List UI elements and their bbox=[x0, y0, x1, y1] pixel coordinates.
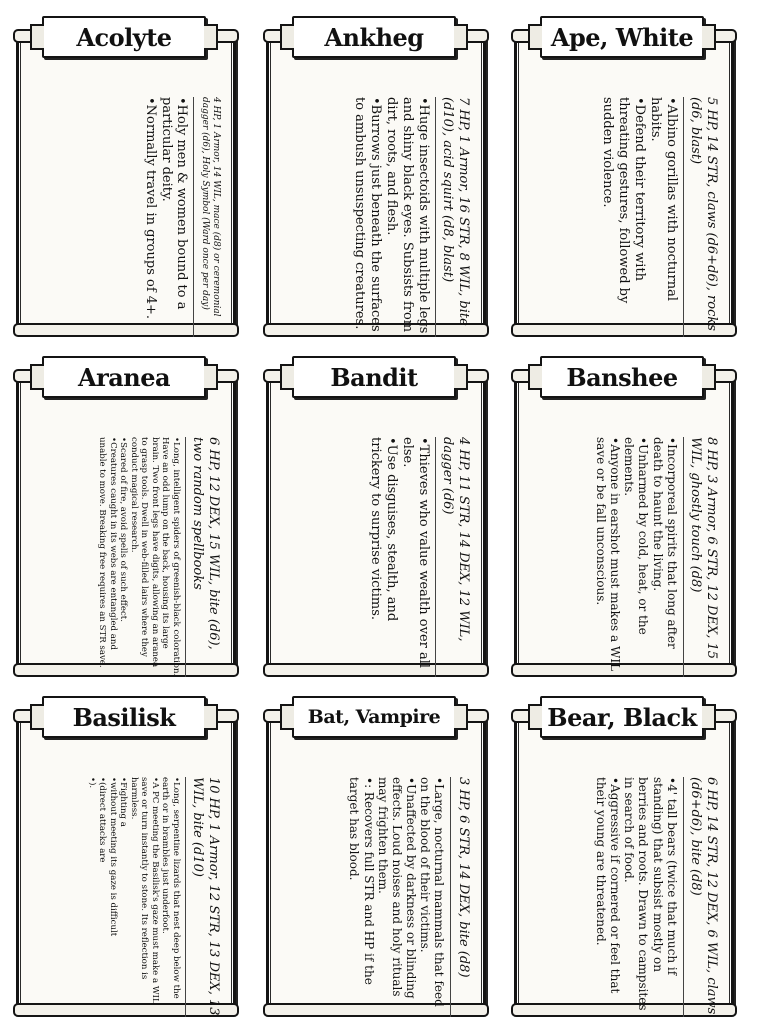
card-body-rotated bbox=[279, 767, 477, 1025]
card-title-banner bbox=[42, 16, 206, 58]
description-item: • Unharmed by cold, heat, or the elements. bbox=[622, 437, 650, 677]
card-paper bbox=[16, 34, 236, 332]
card-title: Bear, Black bbox=[547, 702, 697, 732]
description-list bbox=[594, 437, 679, 677]
monster-card bbox=[262, 690, 484, 1012]
card-paper bbox=[514, 34, 734, 332]
stat-line: 8 HP, 3 Armor, 6 STR, 12 DEX, 15 WIL, ghostly touch (d8) bbox=[683, 437, 719, 677]
stat-line: 5 HP, 14 STR, claws (d6+d6), rocks (d6, blast) bbox=[683, 97, 719, 337]
card-body-rotated bbox=[527, 87, 725, 345]
card-title: Banshee bbox=[566, 362, 678, 392]
stat-line: 6 HP, 12 DEX, 15 WIL, bite (d6), two random spellbooks bbox=[185, 437, 221, 677]
card-title-banner bbox=[540, 356, 704, 398]
description-item: • Large, nocturnal mammals that feed on the blood of their victims. bbox=[418, 777, 446, 1017]
card-body bbox=[279, 87, 477, 345]
stat-line: 6 HP, 14 STR, 12 DEX, 6 WIL, claws (d6+d6), bite (d8) bbox=[683, 777, 719, 1017]
card-title-banner bbox=[540, 696, 704, 738]
description-item: • ). bbox=[86, 777, 96, 1017]
monster-card bbox=[12, 690, 234, 1016]
description-item: • Defend their territory with threating gestures, followed by sudden violence. bbox=[600, 97, 648, 337]
description-item: • Burrows just beneath the surfaces to ambush unsuspecting creatures. bbox=[352, 97, 384, 337]
description-item: • Long, intelligent spiders of greenish-black coloration. Have an odd lump on the back, housing its large brain. Two front legs have digits, allowing an aranea to grasp tools. Dwell in web-filled lairs where they conduct magical research. bbox=[128, 437, 180, 677]
description-item: • 4' tall bears (twice that much if standing) that subsist mostly on berries and roots. Drawn to campsites in search of food. bbox=[622, 777, 679, 1017]
card-title-banner bbox=[42, 356, 206, 398]
stat-line: 4 HP, 1 Armor, 14 WIL, mace (d8) or ceremonial dagger (d6), Holy Symbol (Ward once per day) bbox=[194, 97, 222, 337]
description-item: • Albino gorillas with nocturnal habits. bbox=[647, 97, 679, 337]
card-body-rotated bbox=[29, 427, 227, 685]
card-body-rotated bbox=[279, 87, 477, 345]
description-item: • A PC meeting the Basilisk's gaze must make a WIL save or turn instantly to stone. Its reflection is harmless. bbox=[128, 777, 159, 1017]
monster-card bbox=[510, 10, 732, 332]
description-item: • Huge insectoids with multiple legs and shiny black eyes. Subsists from dirt, roots, and flesh. bbox=[383, 97, 431, 337]
description-list bbox=[594, 777, 679, 1017]
description-list bbox=[97, 437, 181, 677]
card-title-banner bbox=[42, 696, 206, 738]
card-body bbox=[29, 427, 227, 685]
description-item: • without meeting its gaze is difficult bbox=[107, 777, 117, 1017]
card-paper bbox=[266, 374, 486, 672]
card-title: Ape, White bbox=[550, 22, 694, 52]
description-item: • Use disguises, stealth, and trickery to surprise victims. bbox=[367, 437, 399, 677]
description-list bbox=[347, 777, 446, 1017]
description-item: • Aggressive if cornered or feel that their young are threatened. bbox=[594, 777, 622, 1017]
card-title-banner bbox=[292, 696, 456, 738]
description-item: • Thieves who value wealth over all else. bbox=[399, 437, 431, 677]
card-title-banner bbox=[292, 356, 456, 398]
description-list bbox=[86, 777, 180, 1017]
description-item: • Holy men & women bound to a particular deity. bbox=[158, 97, 190, 337]
description-item: • Unaffected by darkness or blinding effects. Loud noises and holy rituals may frighten them. bbox=[376, 777, 418, 1017]
card-paper bbox=[514, 374, 734, 672]
card-paper bbox=[514, 714, 734, 1015]
card-paper bbox=[266, 34, 486, 332]
card-title-banner bbox=[540, 16, 704, 58]
card-paper bbox=[16, 374, 236, 677]
description-item: • Normally travel in groups of 4+. bbox=[142, 97, 158, 337]
monster-card bbox=[262, 350, 484, 672]
card-body-rotated bbox=[527, 767, 725, 1025]
description-list bbox=[142, 97, 190, 337]
card-title: Ankheg bbox=[324, 22, 424, 52]
card-body-rotated bbox=[527, 427, 725, 685]
stat-line: 10 HP, 1 Armor, 12 STR, 13 DEX, 13 WIL, bite (d10) bbox=[185, 777, 221, 1017]
description-list bbox=[367, 437, 430, 677]
stat-line: 3 HP, 6 STR, 14 DEX, bite (d8) bbox=[450, 777, 471, 1017]
monster-card bbox=[510, 350, 732, 672]
monster-card bbox=[12, 10, 234, 332]
description-item: • Long, serpentine lizards that nest deep below the earth or in brambles just underfoot. bbox=[160, 777, 181, 1017]
card-body-rotated bbox=[29, 87, 227, 345]
card-title: Bandit bbox=[330, 362, 418, 392]
card-paper bbox=[266, 714, 486, 1012]
monster-card bbox=[262, 10, 484, 332]
description-list bbox=[352, 97, 431, 337]
monster-card bbox=[510, 690, 732, 1015]
stat-line: 7 HP, 1 Armor, 16 STR, 8 WIL, bite (d10), acid squirt (d8, blast) bbox=[435, 97, 471, 337]
card-body bbox=[527, 767, 725, 1025]
card-title: Aranea bbox=[77, 362, 171, 392]
card-body-rotated bbox=[29, 767, 227, 1025]
card-body bbox=[279, 767, 477, 1025]
description-item: • Incorporeal spirits that long after death to haunt the living. bbox=[651, 437, 679, 677]
description-item: • : Recovers full STR and HP if the target has blood. bbox=[347, 777, 375, 1017]
stat-line: 4 HP, 11 STR, 14 DEX, 12 WIL, dagger (d6) bbox=[435, 437, 471, 677]
card-body bbox=[527, 427, 725, 685]
card-body bbox=[279, 427, 477, 685]
card-body bbox=[29, 767, 227, 1025]
description-item: • Scared of fire, avoid spells of such effect. bbox=[118, 437, 128, 677]
card-title-banner bbox=[292, 16, 456, 58]
description-item: • Creatures caught in its webs are entangled and unable to move. Breaking free requires an STR save. bbox=[97, 437, 118, 677]
card-title: Basilisk bbox=[72, 702, 176, 732]
monster-card bbox=[12, 350, 234, 677]
description-item: • Anyone in earshot must makes a WIL save or be fall unconscious. bbox=[594, 437, 622, 677]
card-body bbox=[527, 87, 725, 345]
description-item: • Fighting a bbox=[118, 777, 128, 1017]
card-title: Bat, Vampire bbox=[307, 706, 441, 728]
description-list bbox=[600, 97, 679, 337]
card-title: Acolyte bbox=[76, 22, 172, 52]
description-item: • (direct attacks are bbox=[97, 777, 107, 1017]
card-body-rotated bbox=[279, 427, 477, 685]
card-body bbox=[29, 87, 227, 345]
card-paper bbox=[16, 714, 236, 1016]
